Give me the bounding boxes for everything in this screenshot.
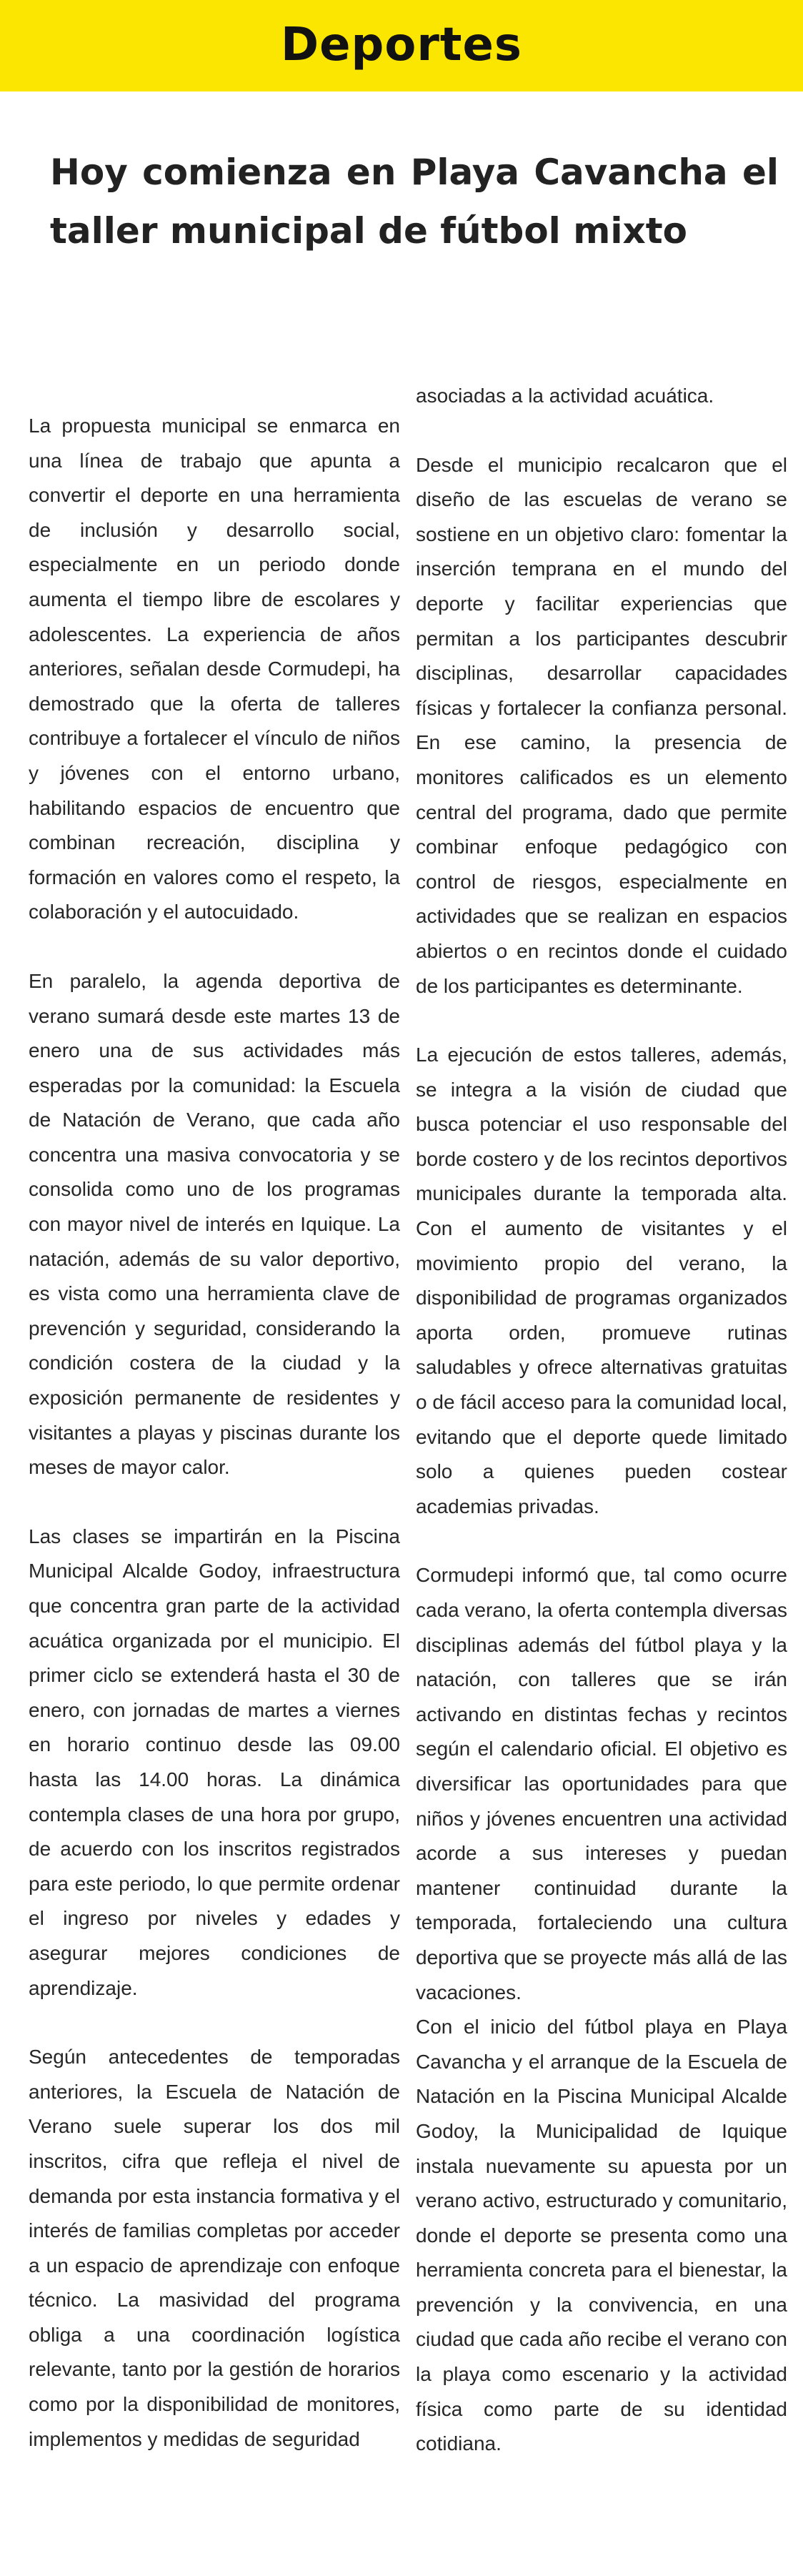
paragraph: Con el inicio del fútbol playa en Playa Cavancha y el arranque de la Escuela de Natación en la Piscina Municipal Alcalde Godoy, la Municipalidad de Iquique instala nuevamente su apuesta por un verano activo, estructurado y comunitario, donde el deporte se presenta como una herramienta concreta para el bienestar, la prevención y la convivencia, en una ciudad que cada año recibe el verano con la playa como escenario y la actividad física como parte de su identidad cotidiana. bbox=[416, 2016, 787, 2455]
section-banner bbox=[0, 0, 803, 91]
article-headline: Hoy comienza en Playa Cavancha el taller municipal de fútbol mixto bbox=[50, 152, 779, 252]
paragraph: Las clases se impartirán en la Piscina Municipal Alcalde Godoy, infraestructura que concentra gran parte de la actividad acuática organizada por el municipio. El primer ciclo se extenderá hasta el 30 de enero, con jornadas de martes a viernes en horario continuo desde las 09.00 hasta las 14.00 horas. La dinámica contempla clases de una hora por grupo, de acuerdo con los inscritos registrados para este periodo, lo que permite ordenar el ingreso por niveles y edades y asegurar mejores condiciones de aprendizaje. bbox=[29, 1525, 400, 1999]
section-title: Deportes bbox=[281, 19, 522, 71]
paragraph: Según antecedentes de temporadas anteriores, la Escuela de Natación de Verano suele superar los dos mil inscritos, cifra que refleja el nivel de demanda por esta instancia formativa y el interés de familias completas por acceder a un espacio de aprendizaje con enfoque técnico. La masividad del programa obliga a una coordinación logística relevante, tanto por la gestión de horarios como por la disponibilidad de monitores, implementos y medidas de seguridad bbox=[29, 2046, 400, 2450]
paragraph: asociadas a la actividad acuática. bbox=[416, 385, 714, 407]
paragraph: La ejecución de estos talleres, además, se integra a la visión de ciudad que busca potenciar el uso responsable del borde costero y de los recintos deportivos municipales durante la temporada alta. Con el aumento de visitantes y el movimiento propio del verano, la disponibilidad de programas organizados aporta orden, promueve rutinas saludables y ofrece alternativas gratuitas o de fácil acceso para la comunidad local, evitando que el deporte quede limitado solo a quienes pueden costear academias privadas. bbox=[416, 1044, 787, 1517]
paragraph: Desde el municipio recalcaron que el diseño de las escuelas de verano se sostiene en un objetivo claro: fomentar la inserción temprana en el mundo del deporte y facilitar experiencias que permitan a los participantes descubrir disciplinas, desarrollar capacidades físicas y fortalecer la confianza personal. En ese camino, la presencia de monitores calificados es un elemento central del programa, dado que permite combinar enfoque pedagógico con control de riesgos, especialmente en actividades que se realizan en espacios abiertos o en recintos donde el cuidado de los participantes es determinante. bbox=[416, 453, 787, 997]
article-column-left bbox=[29, 409, 400, 2491]
article-column-right bbox=[416, 379, 787, 2496]
paragraph: Cormudepi informó que, tal como ocurre cada verano, la oferta contempla diversas disciplinas además del fútbol playa y la natación, con talleres que se irán activando en distintas fechas y recintos según el calendario oficial. El objetivo es diversificar las oportunidades para que niños y jóvenes encuentren una actividad acorde a sus intereses y puedan mantener continuidad durante la temporada, fortaleciendo una cultura deportiva que se proyecte más allá de las vacaciones. bbox=[416, 1564, 787, 2003]
paragraph: La propuesta municipal se enmarca en una línea de trabajo que apunta a convertir el deporte en una herramienta de inclusión y desarrollo social, especialmente en un periodo donde aumenta el tiempo libre de escolares y adolescentes. La experiencia de años anteriores, señalan desde Cormudepi, ha demostrado que la oferta de talleres contribuye a fortalecer el vínculo de niños y jóvenes con el entorno urbano, habilitando espacios de encuentro que combinan recreación, disciplina y formación en valores como el respeto, la colaboración y el autocuidado. bbox=[29, 415, 400, 923]
paragraph: En paralelo, la agenda deportiva de verano sumará desde este martes 13 de enero una de sus actividades más esperadas por la comunidad: la Escuela de Natación de Verano, que cada año concentra una masiva convocatoria y se consolida como uno de los programas con mayor nivel de interés en Iquique. La natación, además de su valor deportivo, es vista como una herramienta clave de prevención y seguridad, considerando la condición costera de la ciudad y la exposición permanente de residentes y visitantes a playas y piscinas durante los meses de mayor calor. bbox=[29, 969, 400, 1479]
